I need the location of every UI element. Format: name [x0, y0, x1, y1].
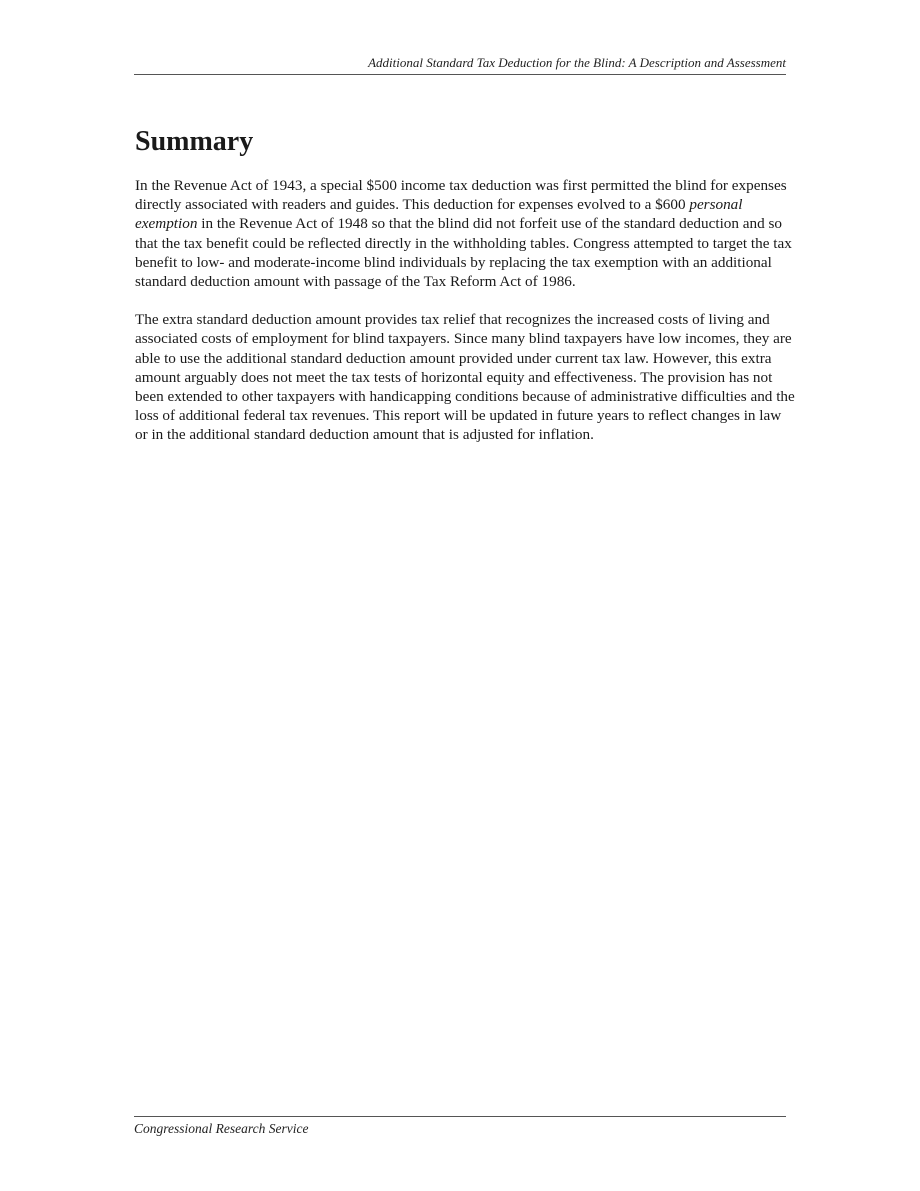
footer-organization: Congressional Research Service [134, 1121, 309, 1136]
page-title: Summary [135, 126, 254, 157]
running-header [134, 54, 786, 75]
personal-exemption-emphasis: personal exemption [135, 196, 743, 233]
summary-paragraph-1 [135, 176, 795, 291]
summary-paragraph-2: The extra standard deduction amount provides tax relief that recognizes the increased costs of living and associated costs of employment for blind taxpayers. Since many blind taxpayers have low incomes, they are able to use the additional standard deduction amount provided under current tax law. However, this extra amount arguably does not meet the tax tests of horizontal equity and effectiveness. The provision has not been extended to other taxpayers with handicapping conditions because of administrative difficulties and the loss of additional federal tax revenues. This report will be updated in future years to reflect changes in law or in the additional standard deduction amount that is adjusted for inflation. [135, 311, 795, 444]
paragraph-1-text-a: In the Revenue Act of 1943, a special $500 income tax deduction was first permitted the blind for expenses directly associated with readers and guides. This deduction for expenses evolved to a $600 [135, 177, 787, 214]
running-footer [134, 1116, 786, 1138]
paragraph-1-text-b: in the Revenue Act of 1948 so that the blind did not forfeit use of the standard deduction and so that the tax benefit could be reflected directly in the withholding tables. Congress attempted to target the tax benefit to low- and moderate-income blind individuals by replacing the tax exemption with an additional standard deduction amount with passage of the Tax Reform Act of 1986. [135, 215, 792, 291]
summary-body [135, 176, 795, 464]
running-header-title: Additional Standard Tax Deduction for the Blind: A Description and Assessment [368, 55, 786, 70]
